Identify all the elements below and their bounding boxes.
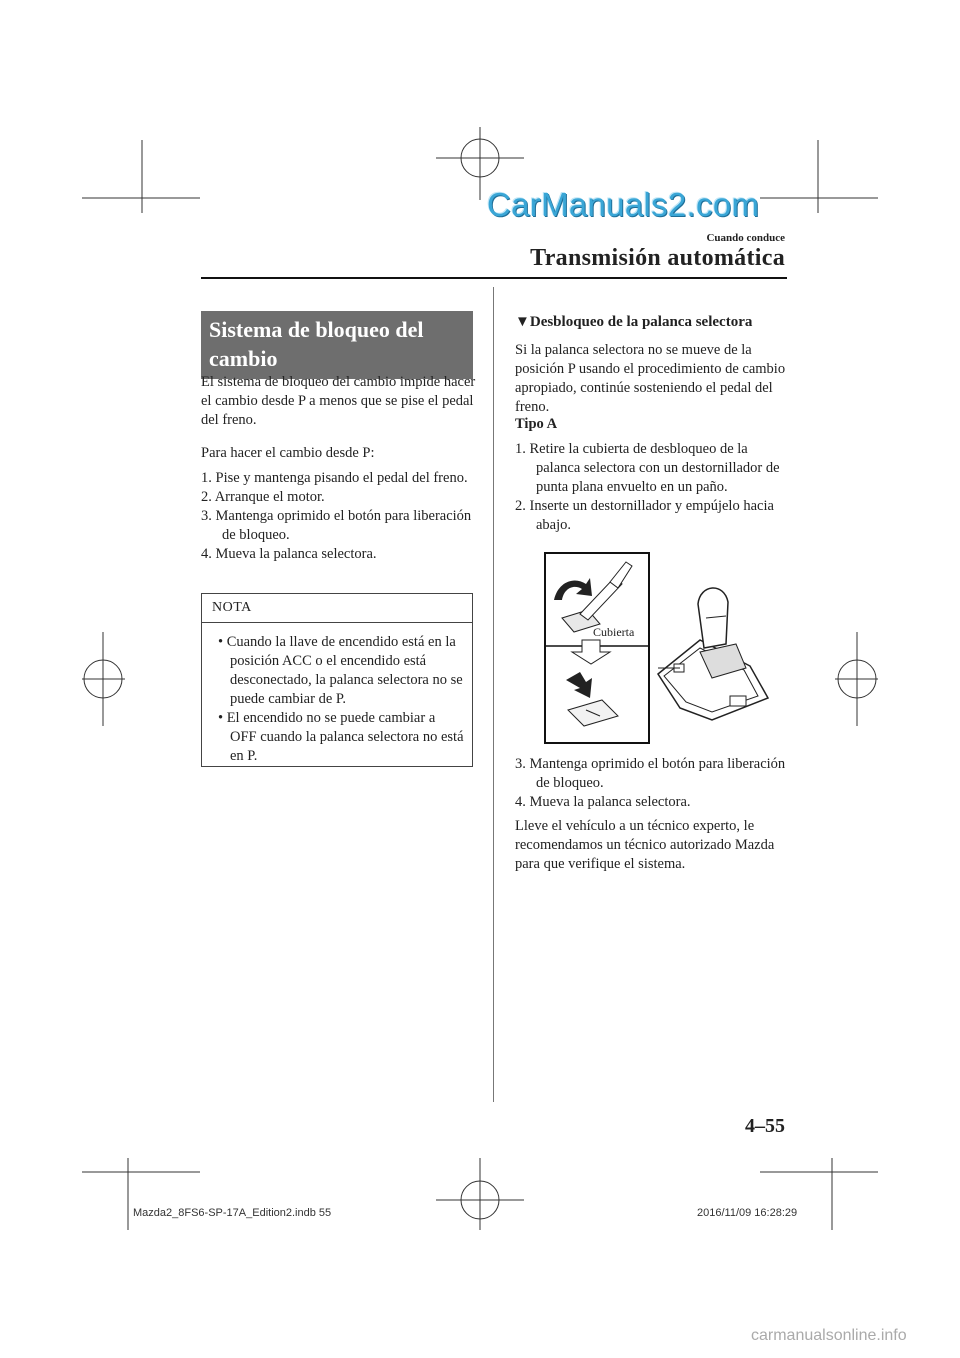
figure-label: Cubierta [593, 625, 635, 639]
note-box [201, 593, 473, 767]
steps-list [201, 469, 473, 564]
shift-lock-figure [540, 548, 780, 748]
section-banner: Sistema de bloqueo del cambio [201, 311, 473, 379]
shift-knob-icon [698, 588, 728, 648]
note-list [202, 623, 472, 778]
step-item: 3. Mantenga oprimido el botón para liberación de bloqueo. [515, 756, 786, 791]
page-number: 4–55 [745, 1115, 785, 1137]
steps-list-right-1 [515, 440, 787, 535]
right-intro: Si la palanca selectora no se mueve de la posición P usando el procedimiento de cambio apropiado, continúe sosteniendo el pedal del freno. [515, 342, 786, 415]
footer-file: Mazda2_8FS6-SP-17A_Edition2.indb 55 [133, 1207, 332, 1219]
column-divider [493, 287, 494, 1102]
header-section: Cuando conduce [706, 232, 785, 244]
steps-list-right-2 [515, 755, 787, 812]
step-item: 3. Mantenga oprimido el botón para liberación de bloqueo. [201, 508, 472, 543]
step-item: 2. Arranque el motor. [201, 489, 325, 505]
step-item: 4. Mueva la palanca selectora. [515, 794, 691, 810]
step-item: 4. Mueva la palanca selectora. [201, 546, 377, 562]
note-item: • Cuando la llave de encendido está en la posición ACC o el encendido está desconectado, la palanca selectora no se puede cambiar de P. [218, 634, 463, 707]
watermark: CarManuals2.com [487, 186, 760, 223]
type-label: Tipo A [515, 416, 558, 432]
step-item: 1. Pise y mantenga pisando el pedal del freno. [201, 470, 468, 486]
header-rule [201, 277, 787, 279]
footer-watermark: carmanualsonline.info [751, 1327, 907, 1344]
footer-timestamp: 2016/11/09 16:28:29 [697, 1207, 798, 1219]
subsection-heading [515, 314, 790, 331]
step-item: 2. Inserte un destornillador y empújelo hacia abajo. [515, 498, 774, 533]
note-item: • El encendido no se puede cambiar a OFF cuando la palanca selectora no está en P. [218, 710, 464, 764]
triangle-icon: ▼ [515, 314, 530, 330]
intro-paragraph: El sistema de bloqueo del cambio impide hacer el cambio desde P a menos que se pise el pedal del freno. [201, 374, 476, 428]
page-title: Transmisión automática [530, 245, 785, 271]
closing-paragraph: Lleve el vehículo a un técnico experto, le recomendamos un técnico autorizado Mazda para que verifique el sistema. [515, 818, 775, 872]
step-item: 1. Retire la cubierta de desbloqueo de la palanca selectora con un destornillador de punta plana envuelto en un paño. [515, 441, 780, 495]
lead-paragraph: Para hacer el cambio desde P: [201, 445, 375, 461]
subsection-heading-text: Desbloqueo de la palanca selectora [529, 314, 753, 330]
note-title: NOTA [202, 594, 472, 623]
